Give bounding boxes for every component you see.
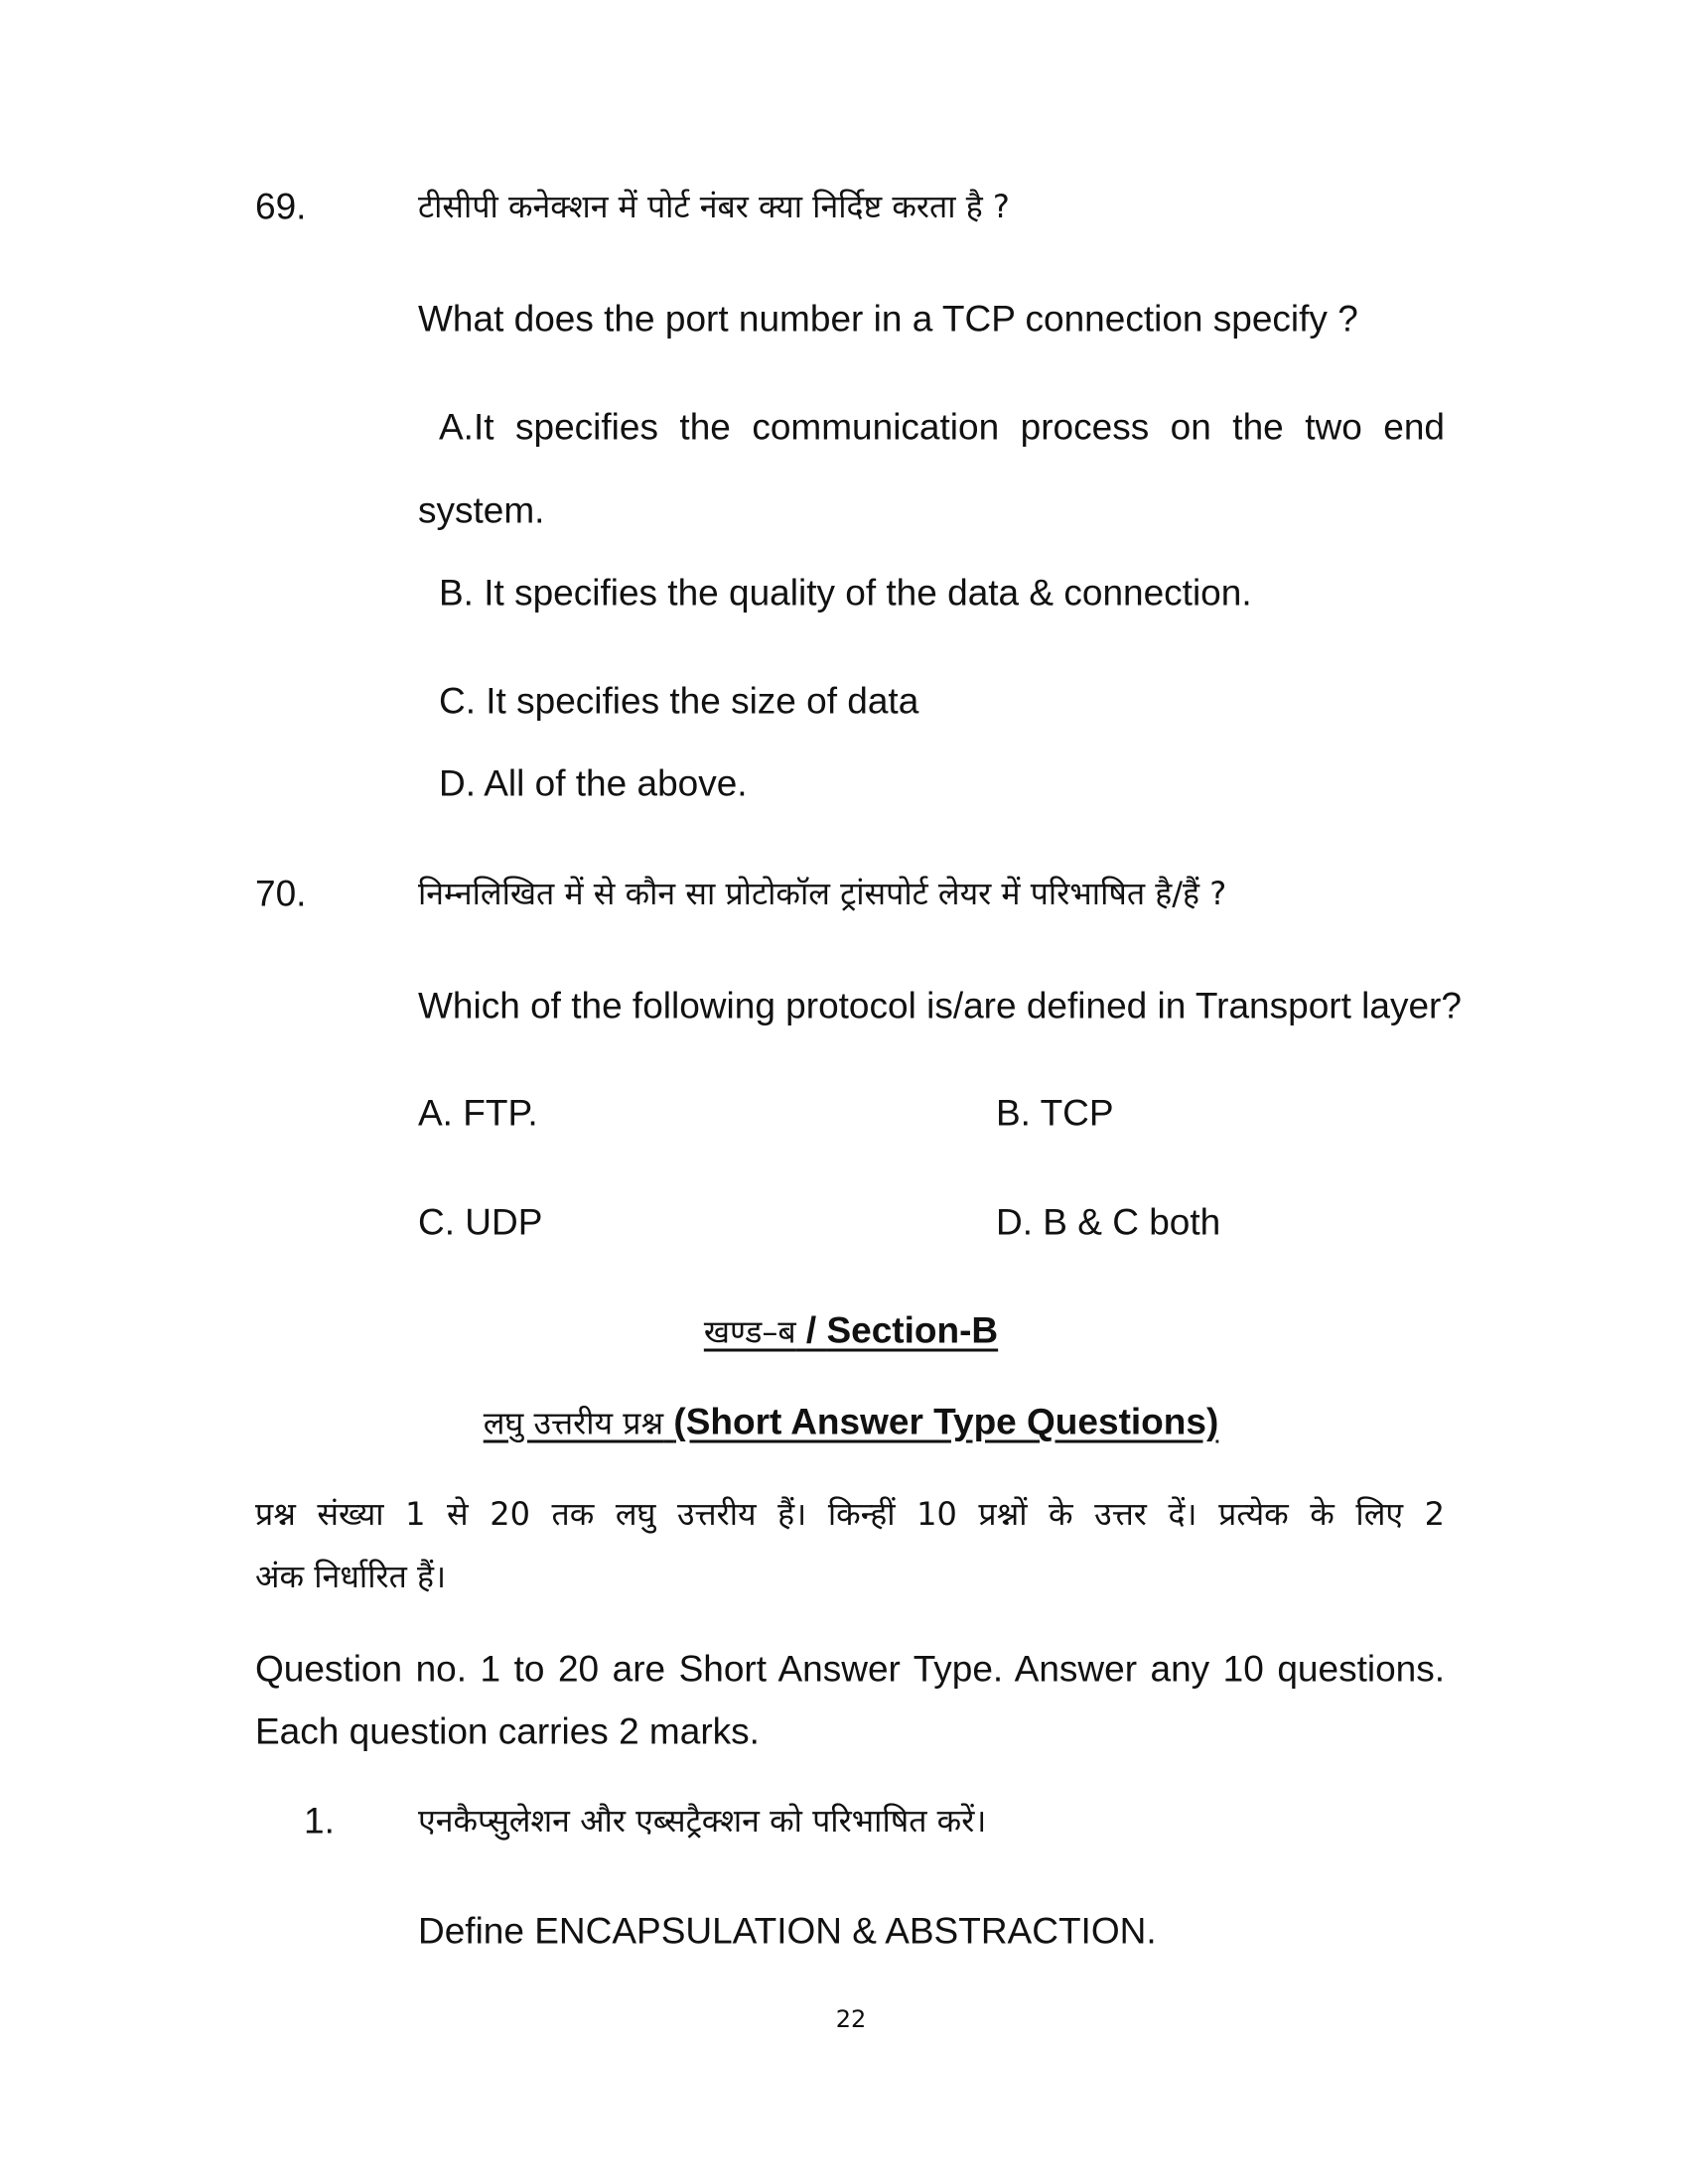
option-a: A. FTP. <box>418 1092 538 1134</box>
section-title-hindi: खण्ड–ब <box>703 1312 796 1351</box>
short-question-hindi: एनकैप्सुलेशन और एब्सट्रैक्शन को परिभाषित करें। <box>418 1802 987 1840</box>
word: communication <box>752 406 1000 448</box>
question-english: Which of the following protocol is/are defined in Transport layer? <box>418 985 1462 1026</box>
section-title <box>0 1309 1688 1351</box>
option-d: D. All of the above. <box>439 762 748 804</box>
section-subtitle-hindi: लघु उत्तरीय प्रश्न <box>483 1404 664 1442</box>
question-number: 69. <box>255 186 307 227</box>
section-subtitle <box>0 1401 1688 1442</box>
question-hindi: टीसीपी कनेक्शन में पोर्ट नंबर क्या निर्दिष्ट करता है ? <box>418 188 1010 225</box>
word: two <box>1305 406 1362 448</box>
option-b: B. TCP <box>996 1092 1114 1134</box>
question-number: 70. <box>255 873 307 914</box>
section-title-english: Section-B <box>826 1309 999 1351</box>
short-question-english: Define ENCAPSULATION & ABSTRACTION. <box>418 1910 1157 1952</box>
instruction-english-line1: Question no. 1 to 20 are Short Answer Type. Answer any 10 questions. <box>255 1648 1445 1690</box>
question-english: What does the port number in a TCP connection specify ? <box>418 298 1358 340</box>
instruction-hindi-line2: अंक निर्धारित हैं। <box>255 1558 447 1595</box>
option-a-line1 <box>439 406 1445 448</box>
instruction-hindi-line1: प्रश्न संख्या 1 से 20 तक लघु उत्तरीय हैं। किन्हीं 10 प्रश्नों के उत्तर दें। प्रत्येक के लिए 2 <box>255 1495 1445 1533</box>
option-c: C. It specifies the size of data <box>439 680 919 722</box>
word: on <box>1170 406 1211 448</box>
word: end <box>1383 406 1445 448</box>
short-question-number: 1. <box>304 1800 335 1842</box>
section-title-sep: / <box>795 1309 827 1351</box>
instruction-english-line2: Each question carries 2 marks. <box>255 1710 760 1752</box>
word: the <box>1232 406 1284 448</box>
section-subtitle-english: (Short Answer Type Questions) <box>673 1401 1219 1442</box>
page-number: 22 <box>835 2005 867 2033</box>
option-b: B. It specifies the quality of the data & connection. <box>439 572 1252 614</box>
word: the <box>679 406 731 448</box>
option-c: C. UDP <box>418 1201 543 1243</box>
word: process <box>1020 406 1150 448</box>
option-d: D. B & C both <box>996 1201 1221 1243</box>
word: specifies <box>515 406 658 448</box>
option-a-line2: system. <box>418 489 545 531</box>
question-hindi: निम्नलिखित में से कौन सा प्रोटोकॉल ट्रांसपोर्ट लेयर में परिभाषित है/हैं ? <box>418 875 1227 912</box>
word: A.It <box>439 406 494 448</box>
